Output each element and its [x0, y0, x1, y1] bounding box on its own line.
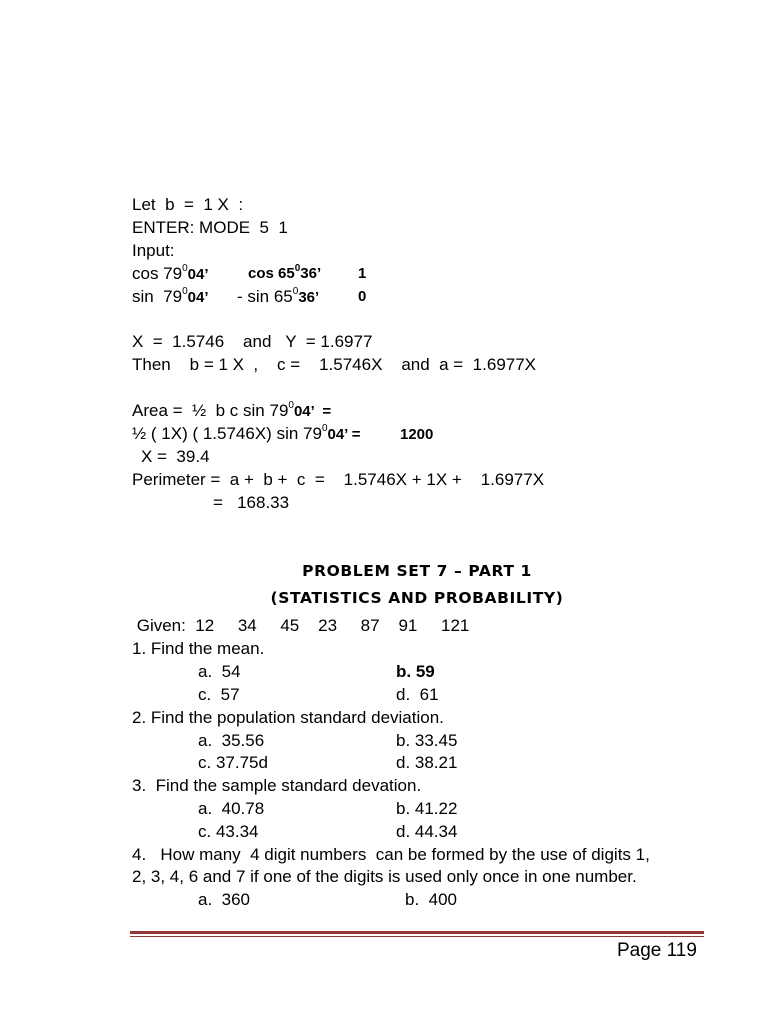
problem-set-title: PROBLEM SET 7 – PART 1	[302, 562, 532, 580]
perimeter-line: Perimeter = a + b + c = 1.5746X + 1X + 1.6977X	[132, 470, 545, 489]
xy-line: X = 1.5746 and Y = 1.6977	[132, 332, 373, 351]
q1-choice-c: c. 57	[198, 685, 240, 704]
q2-choice-c: c. 37.75d	[198, 753, 268, 772]
page-number: Page 119	[617, 940, 697, 961]
perimeter-value: = 168.33	[213, 493, 290, 512]
let-line: Let b = 1 X :	[132, 195, 244, 214]
cos-row-b: $\cos 65^036$’	[248, 263, 322, 282]
area-line: Area = ½ b c $\sin 79^004$’ =	[132, 400, 332, 420]
sin-row-c: 0	[358, 288, 367, 305]
input-line: Input:	[132, 241, 175, 260]
q1-choice-a: a. 54	[198, 662, 241, 681]
q2-choice-a: a. 35.56	[198, 731, 265, 750]
question-4-line-1: 4. How many 4 digit numbers can be formed by the use of digits 1,	[132, 845, 650, 864]
q2-choice-d: d. 38.21	[396, 753, 458, 772]
area-formula-line: ½ ( 1X) ( 1.5746X) $\sin 79^004$’ =	[132, 423, 361, 443]
enter-line: ENTER: MODE 5 1	[132, 218, 288, 237]
then-line: Then b = 1 X , c = 1.5746X and a = 1.6977X	[132, 355, 537, 374]
q4-choice-b: b. 400	[405, 890, 457, 909]
question-1: 1. Find the mean.	[132, 639, 265, 658]
footer-rule-thick	[130, 931, 704, 934]
area-value: 1200	[400, 426, 434, 443]
q2-choice-b: b. 33.45	[396, 731, 458, 750]
cos-row-c: 1	[358, 265, 367, 282]
q3-choice-b: b. 41.22	[396, 799, 458, 818]
question-3: 3. Find the sample standard devation.	[132, 776, 422, 795]
problem-set-subtitle: (STATISTICS AND PROBABILITY)	[270, 589, 564, 607]
q4-choice-a: a. 360	[198, 890, 250, 909]
x-value-line: X = 39.4	[141, 447, 210, 466]
sin-row-a: $\sin 79^004$’	[132, 286, 209, 306]
cos-row-a: $\cos 79^004$’	[132, 263, 209, 283]
question-4-line-2: 2, 3, 4, 6 and 7 if one of the digits is used only once in one number.	[132, 867, 637, 886]
q1-choice-d: d. 61	[396, 685, 439, 704]
footer-rule-thin	[130, 936, 704, 937]
sin-row-b: - $\sin 65^036$’	[237, 286, 320, 306]
q3-choice-c: c. 43.34	[198, 822, 259, 841]
q3-choice-d: d. 44.34	[396, 822, 458, 841]
q3-choice-a: a. 40.78	[198, 799, 265, 818]
question-2: 2. Find the population standard deviation.	[132, 708, 444, 727]
q1-choice-b: b. 59	[396, 662, 435, 681]
given-line: Given: 12 34 45 23 87 91 121	[132, 616, 470, 635]
